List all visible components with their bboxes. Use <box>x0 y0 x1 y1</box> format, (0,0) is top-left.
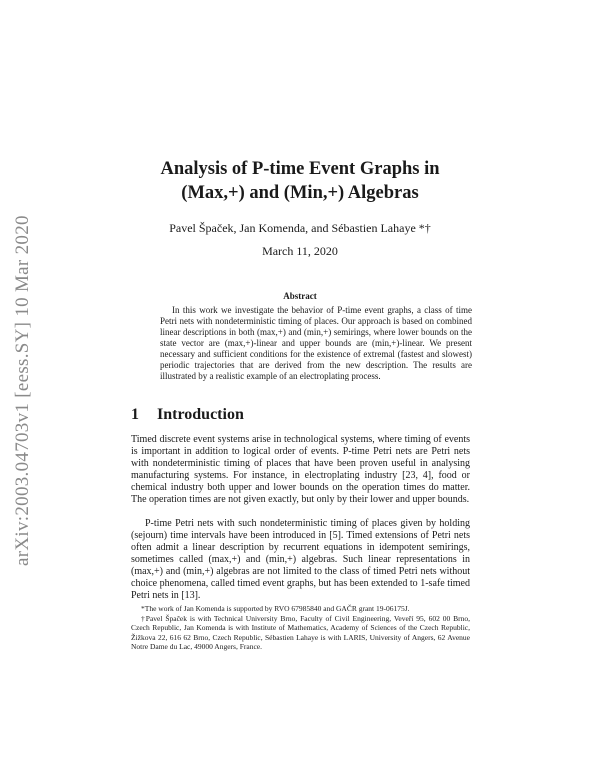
arxiv-identifier-stamp: arXiv:2003.04703v1 [eess.SY] 10 Mar 2020 <box>12 215 33 566</box>
abstract-text: In this work we investigate the behavior of P-time event graphs, a class of time Petri nets with nondeterministic timing of places. Our approach is based on combined linear descriptions in both (max,+) and (min,+) semirings, where lower bounds on the state vector are (max,+)-linear and upper bounds are (min,+)-linear. We present necessary and sufficient conditions for the existence of extremal (fastest and slowest) periodic trajectories that are derived from the new description. The results are illustrated by a realistic example of an electroplating process. <box>160 305 472 381</box>
paper-title-line-2: (Max,+) and (Min,+) Algebras <box>181 183 419 203</box>
author-list: Pavel Špaček, Jan Komenda, and Sébastien Lahaye *† <box>169 221 431 235</box>
section-number: 1 <box>131 406 139 423</box>
footnote-affiliations: †Pavel Špaček is with Technical University Brno, Faculty of Civil Engineering, Veveří 95, 602 00 Brno, Czech Republic, Jan Komenda is with Institute of Mathematics, Academy of Sciences of the Czech Republic, Žižkova 22, 616 62 Brno, Czech Republic, Sébastien Lahaye is with LARIS, University of Angers, 62 Avenue Notre Dame du Lac, 49000 Angers, France. <box>131 613 470 651</box>
publication-date: March 11, 2020 <box>262 244 338 258</box>
footnote-funding: *The work of Jan Komenda is supported by RVO 67985840 and GAČR grant 19-06175J. <box>141 604 410 613</box>
intro-paragraph-1: Timed discrete event systems arise in technological systems, where timing of events is important in addition to logical order of events. P-time Petri nets are Petri nets with nondeterministic timing of places that have been proven useful in analysing manufacturing systems. For instance, in electroplating industry [23, 4], food or chemical industry both upper and lower bounds on the operation times do matter. The operation times are not given exactly, but only by their lower and upper bounds. <box>131 434 470 505</box>
section-heading <box>131 405 471 425</box>
section-title: Introduction <box>157 406 244 423</box>
footnotes <box>131 604 470 652</box>
intro-paragraph-2: P-time Petri nets with such nondeterministic timing of places given by holding (sejourn) time intervals have been introduced in [5]. Timed extensions of Petri nets often admit a linear description by recurrent equations in idempotent semirings, sometimes called (max,+) and (min,+) algebras. Such linear representations in (max,+) and (min,+) algebras are not limited to the class of timed Petri nets without choice phenomena, called timed event graphs, but has been extended to 1-safe timed Petri nets in [13]. <box>131 518 470 601</box>
paper-title <box>90 157 510 205</box>
paper-title-line-1: Analysis of P-time Event Graphs in <box>160 159 440 179</box>
abstract-heading: Abstract <box>283 291 317 301</box>
